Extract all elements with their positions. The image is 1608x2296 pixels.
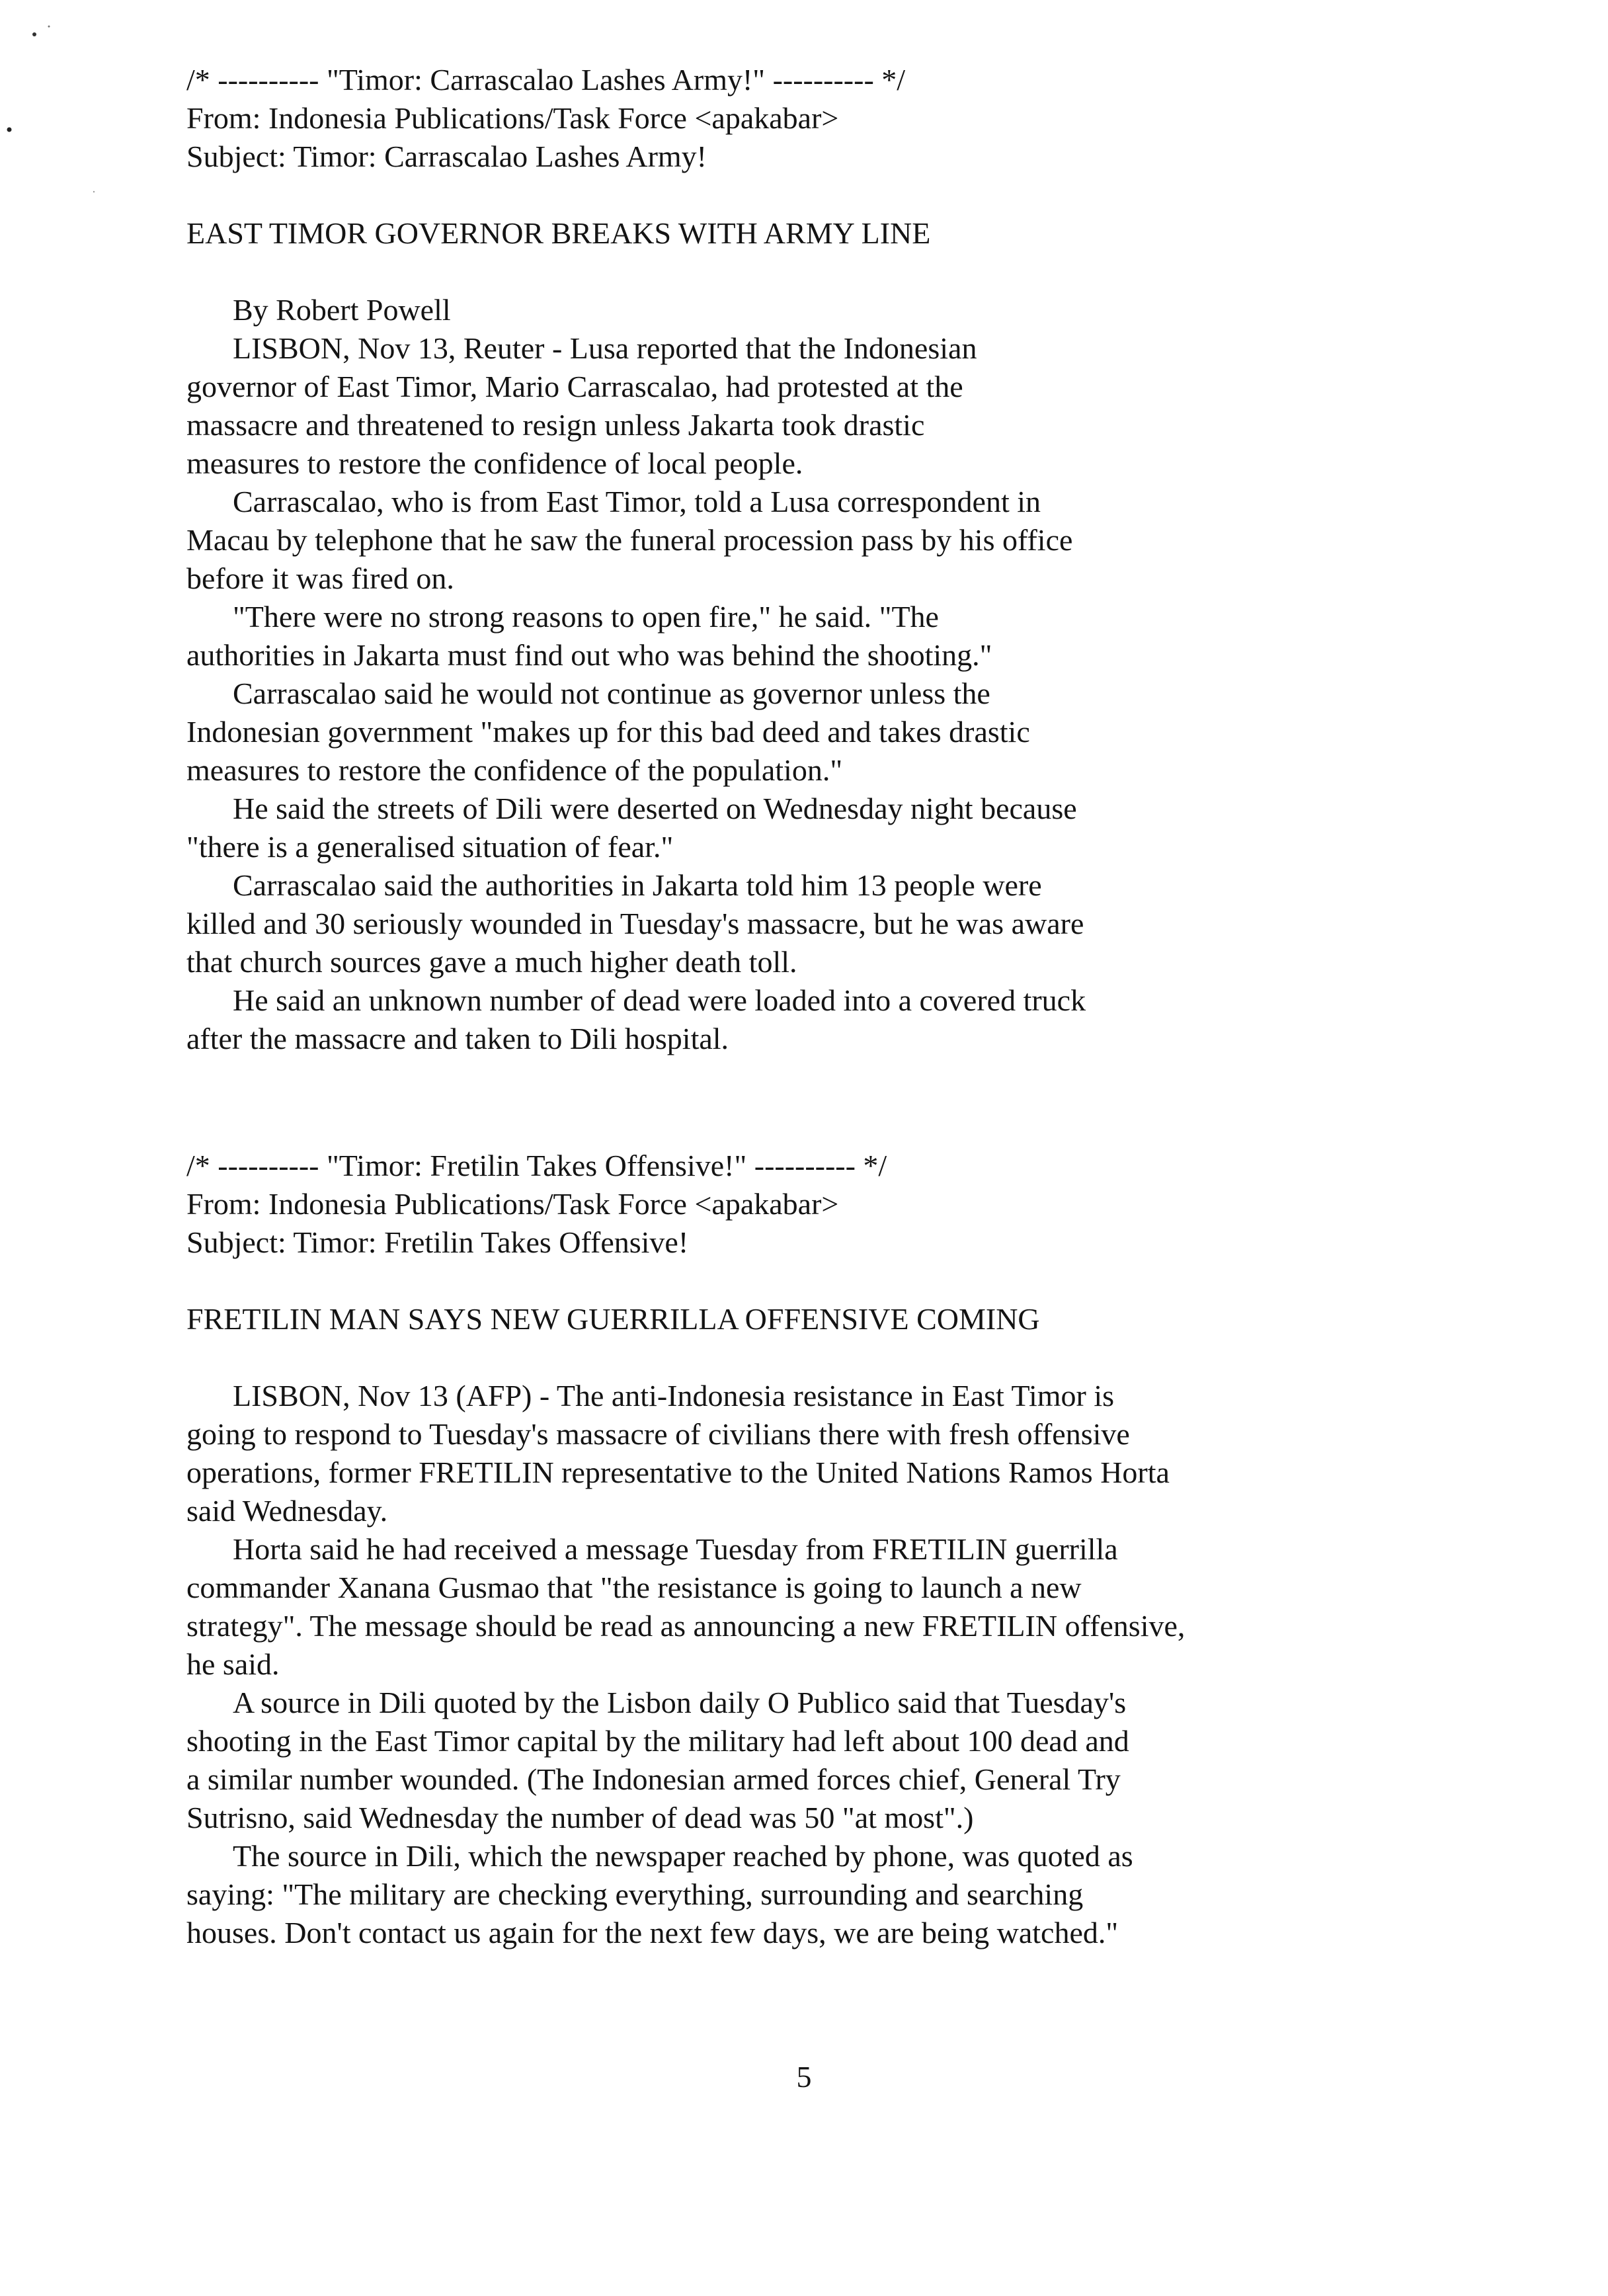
paragraph: He said an unknown number of dead were loaded into a covered truck after the massacre and taken to Dili hospital. [186,983,1086,1055]
article-headline: FRETILIN MAN SAYS NEW GUERRILLA OFFENSIVE COMING [186,1302,1040,1336]
article-carrascalao [186,61,1509,1058]
paragraph: Carrascalao, who is from East Timor, told a Lusa correspondent in Macau by telephone that he saw the funeral procession pass by his office before it was fired on. [186,485,1073,595]
article-fretilin [186,1147,1509,1952]
scan-speck [93,191,95,192]
subject-line: Subject: Timor: Fretilin Takes Offensive! [186,1225,689,1259]
paragraph: He said the streets of Dili were deserted on Wednesday night because "there is a generalised situation of fear." [186,792,1077,864]
separator-line: /* ---------- "Timor: Carrascalao Lashes Army!" ---------- */ [186,63,906,97]
paragraph: Carrascalao said the authorities in Jakarta told him 13 people were killed and 30 seriously wounded in Tuesday's massacre, but he was aware that church sources gave a much higher death toll. [186,868,1084,979]
paragraph: The source in Dili, which the newspaper reached by phone, was quoted as saying: "The military are checking everything, surrounding and searching houses. Don't contact us again for the next few days, we are being watched." [186,1839,1133,1949]
paragraph: LISBON, Nov 13, Reuter - Lusa reported that the Indonesian governor of East Timor, Mario Carrascalao, had protested at the massacre and threatened to resign unless Jakarta took drastic measures to restore the confidence of local people. [186,331,977,480]
paragraph: "There were no strong reasons to open fire," he said. "The authorities in Jakarta must find out who was behind the shooting." [186,600,992,672]
email-header [186,61,1509,176]
email-header [186,1147,1509,1262]
separator-line: /* ---------- "Timor: Fretilin Takes Offensive!" ---------- */ [186,1149,887,1182]
subject-line: Subject: Timor: Carrascalao Lashes Army! [186,140,707,173]
article-headline: EAST TIMOR GOVERNOR BREAKS WITH ARMY LINE [186,216,931,250]
paragraph: Carrascalao said he would not continue as governor unless the Indonesian government "makes up for this bad deed and takes drastic measures to restore the confidence of the population." [186,676,1030,787]
paragraph: A source in Dili quoted by the Lisbon daily O Publico said that Tuesday's shooting in the East Timor capital by the military had left about 100 dead and a similar number wounded. (The Indonesian armed forces chief, General Try Sutrisno, said Wednesday the number of dead was 50 "at most".) [186,1686,1129,1834]
from-line: From: Indonesia Publications/Task Force <apakabar> [186,1187,839,1221]
page-number: 5 [796,2060,812,2094]
paragraph: Horta said he had received a message Tuesday from FRETILIN guerrilla commander Xanana Gusmao that "the resistance is going to launch a new strategy". The message should be read as announcing a new FRETILIN offensive, he said. [186,1532,1186,1681]
scan-speck [32,32,36,36]
scan-speck [48,26,50,28]
from-line: From: Indonesia Publications/Task Force <apakabar> [186,101,839,135]
article-byline: By Robert Powell [233,293,451,327]
scan-speck [7,128,12,132]
paragraph: LISBON, Nov 13 (AFP) - The anti-Indonesia resistance in East Timor is going to respond to Tuesday's massacre of civilians there with fresh offensive operations, former FRETILIN representative to the United Nations Ramos Horta said Wednesday. [186,1379,1170,1528]
